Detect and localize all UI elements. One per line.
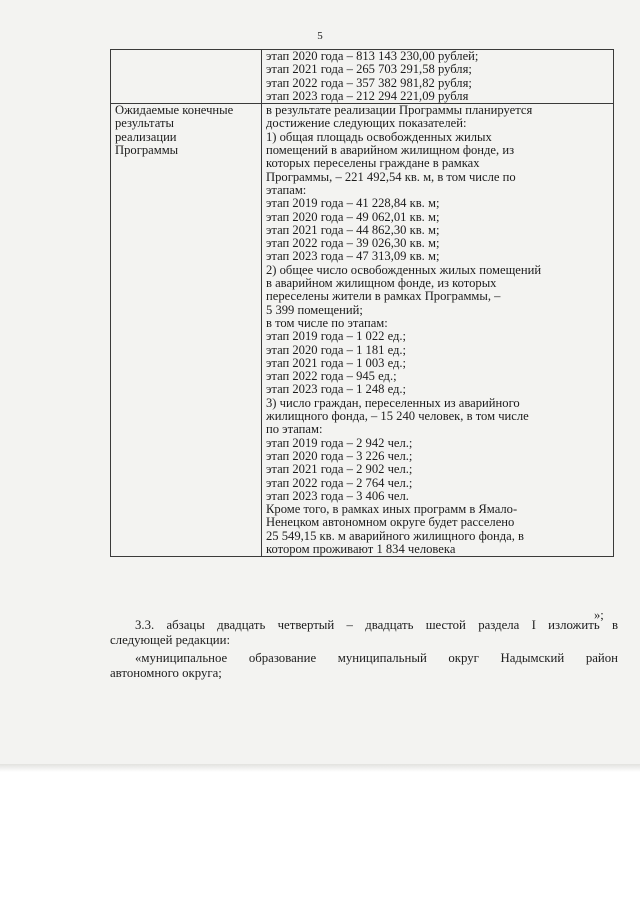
text-line: Кроме того, в рамках иных программ в Ямало- xyxy=(266,502,518,517)
text-line: этап 2021 года – 1 003 ед.; xyxy=(266,355,407,370)
amendment-paragraph xyxy=(110,618,618,648)
text-line: этап 2020 года – 49 062,01 кв. м; xyxy=(266,209,440,224)
text-line: этап 2019 года – 41 228,84 кв. м; xyxy=(266,196,440,211)
row-content-cell xyxy=(262,104,614,557)
paragraph-line: «муниципальное образование муниципальный округ Надымский район xyxy=(135,651,618,665)
text-line: этап 2021 года – 44 862,30 кв. м; xyxy=(266,222,440,237)
text-line: этап 2023 года – 47 313,09 кв. м; xyxy=(266,249,440,264)
label-line: реализации xyxy=(115,129,177,144)
text-line: Программы, – 221 492,54 кв. м, в том числе по xyxy=(266,169,516,184)
label-line: Программы xyxy=(115,143,179,158)
text-line: этап 2022 года – 945 ед.; xyxy=(266,369,397,384)
text-line: в результате реализации Программы планируется xyxy=(266,103,533,118)
text-line: помещений в аварийном жилищном фонде, из xyxy=(266,143,515,158)
paragraph-line: автономного округа; xyxy=(110,666,222,680)
text-line: жилищного фонда, – 15 240 человек, в том числе xyxy=(266,409,529,424)
program-passport-table xyxy=(110,49,614,557)
text-line: Ненецком автономном округе будет расселено xyxy=(266,515,515,530)
text-line: в аварийном жилищном фонде, из которых xyxy=(266,276,497,291)
closing-quote: »; xyxy=(594,608,604,622)
text-line: 5 399 помещений; xyxy=(266,302,363,317)
text-line: этап 2022 года – 39 026,30 кв. м; xyxy=(266,236,440,251)
text-line: 2) общее число освобожденных жилых помещений xyxy=(266,262,542,277)
text-line: этап 2022 года – 2 764 чел.; xyxy=(266,475,413,490)
text-line: этап 2019 года – 2 942 чел.; xyxy=(266,435,413,450)
text-line: этап 2021 года – 2 902 чел.; xyxy=(266,462,413,477)
text-line: по этапам: xyxy=(266,422,323,437)
text-line: этап 2020 года – 1 181 ед.; xyxy=(266,342,407,357)
text-line: этап 2023 года – 212 294 221,09 рубля xyxy=(266,88,469,103)
text-line: этап 2023 года – 1 248 ед.; xyxy=(266,382,407,397)
text-line: которых переселены граждане в рамках xyxy=(266,156,480,171)
paragraph-line: следующей редакции: xyxy=(110,633,231,647)
page-edge-shadow xyxy=(0,764,640,772)
label-line: результаты xyxy=(115,116,174,131)
text-line: этап 2023 года – 3 406 чел. xyxy=(266,488,409,503)
text-line: этап 2020 года – 3 226 чел.; xyxy=(266,448,413,463)
page-number: 5 xyxy=(317,30,323,42)
row-label-cell xyxy=(111,104,262,557)
text-line: 3) число граждан, переселенных из аварийного xyxy=(266,395,520,410)
text-line: достижение следующих показателей: xyxy=(266,116,467,131)
label-line: Ожидаемые конечные xyxy=(115,103,234,118)
text-line: этапам: xyxy=(266,182,307,197)
text-line: 25 549,15 кв. м аварийного жилищного фонда, в xyxy=(266,528,525,543)
text-line: этап 2022 года – 357 382 981,82 рубля; xyxy=(266,75,472,90)
text-line: в том числе по этапам: xyxy=(266,315,388,330)
text-line: этап 2020 года – 813 143 230,00 рублей; xyxy=(266,49,479,63)
text-line: этап 2021 года – 265 703 291,58 рубля; xyxy=(266,62,472,77)
row-label-cell xyxy=(111,50,262,104)
text-line: котором проживают 1 834 человека xyxy=(266,541,456,556)
quoted-paragraph xyxy=(110,651,618,681)
text-line: этап 2019 года – 1 022 ед.; xyxy=(266,329,407,344)
table-row xyxy=(111,104,614,557)
text-line: 1) общая площадь освобожденных жилых xyxy=(266,129,492,144)
text-line: переселены жители в рамках Программы, – xyxy=(266,289,501,304)
paragraph-line: 3.3. абзацы двадцать четвертый – двадцать шестой раздела I изложить в xyxy=(135,618,618,632)
row-content-cell xyxy=(262,50,614,104)
table-row xyxy=(111,50,614,104)
